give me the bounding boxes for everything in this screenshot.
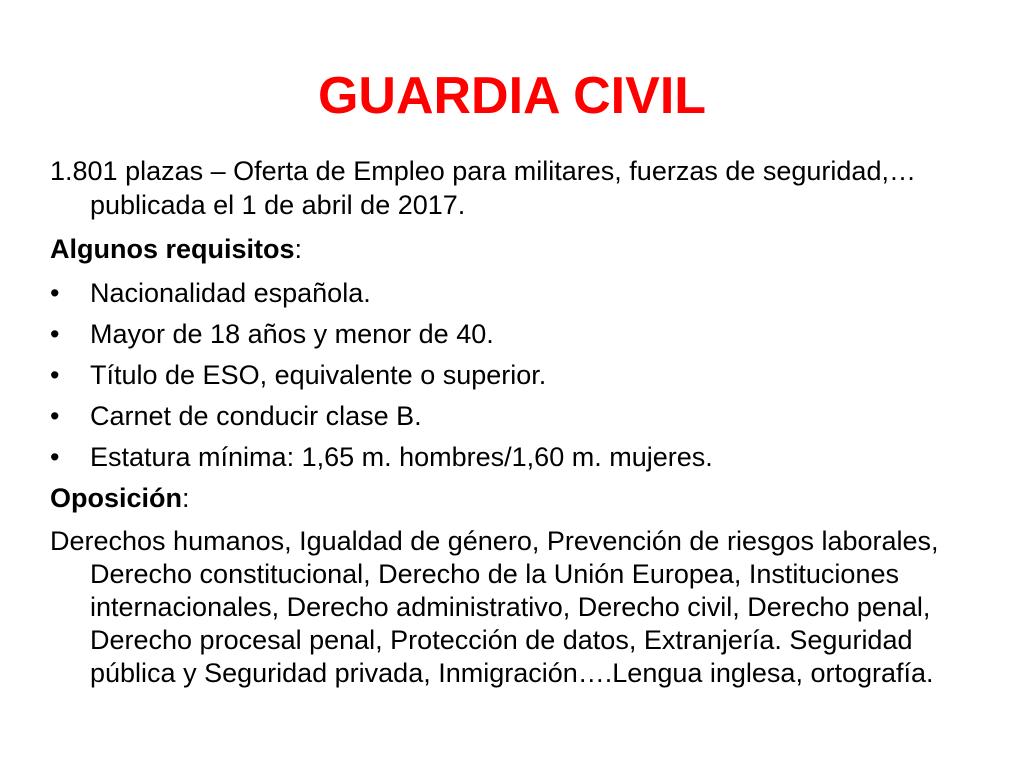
intro-paragraph: 1.801 plazas – Oferta de Empleo para militares, fuerzas de seguridad,… publicada el 1 de abril de 2017. [50, 156, 916, 220]
list-item [50, 358, 1005, 392]
exam-heading-line [50, 481, 1005, 515]
bullet-icon: • [50, 401, 60, 431]
requirements-list [50, 276, 1005, 474]
requirements-heading-line [50, 232, 1005, 266]
requirement-text: Nacionalidad española. [90, 278, 371, 308]
exam-topics-paragraph: Derechos humanos, Igualdad de género, Prevención de riesgos laborales, Derecho constitucional, Derecho de la Unión Europea, Instituciones internacionales, Derecho administrativo, Derecho civil, Derecho penal, Derecho procesal penal, Protección de datos, Extranjería. Seguridad pública y Seguridad privada, Inmigración….Lengua inglesa, ortografía. [50, 526, 939, 688]
requirement-text: Título de ESO, equivalente o superior. [90, 360, 547, 390]
list-item [50, 276, 1005, 310]
list-item [50, 440, 1005, 474]
requirement-text: Carnet de conducir clase B. [90, 401, 422, 431]
exam-heading-colon: : [182, 483, 190, 513]
bullet-icon: • [50, 278, 60, 308]
slide-content [50, 154, 1005, 690]
slide-title: GUARDIA CIVIL [317, 67, 707, 125]
list-item [50, 399, 1005, 433]
requirement-text: Estatura mínima: 1,65 m. hombres/1,60 m. mujeres. [90, 442, 713, 472]
exam-heading: Oposición [50, 483, 183, 513]
list-item [50, 317, 1005, 351]
requirement-text: Mayor de 18 años y menor de 40. [90, 319, 494, 349]
requirements-heading-colon: : [294, 234, 303, 264]
bullet-icon: • [50, 319, 60, 349]
bullet-icon: • [50, 360, 60, 390]
requirements-heading: Algunos requisitos [50, 234, 295, 264]
bullet-icon: • [50, 442, 60, 472]
